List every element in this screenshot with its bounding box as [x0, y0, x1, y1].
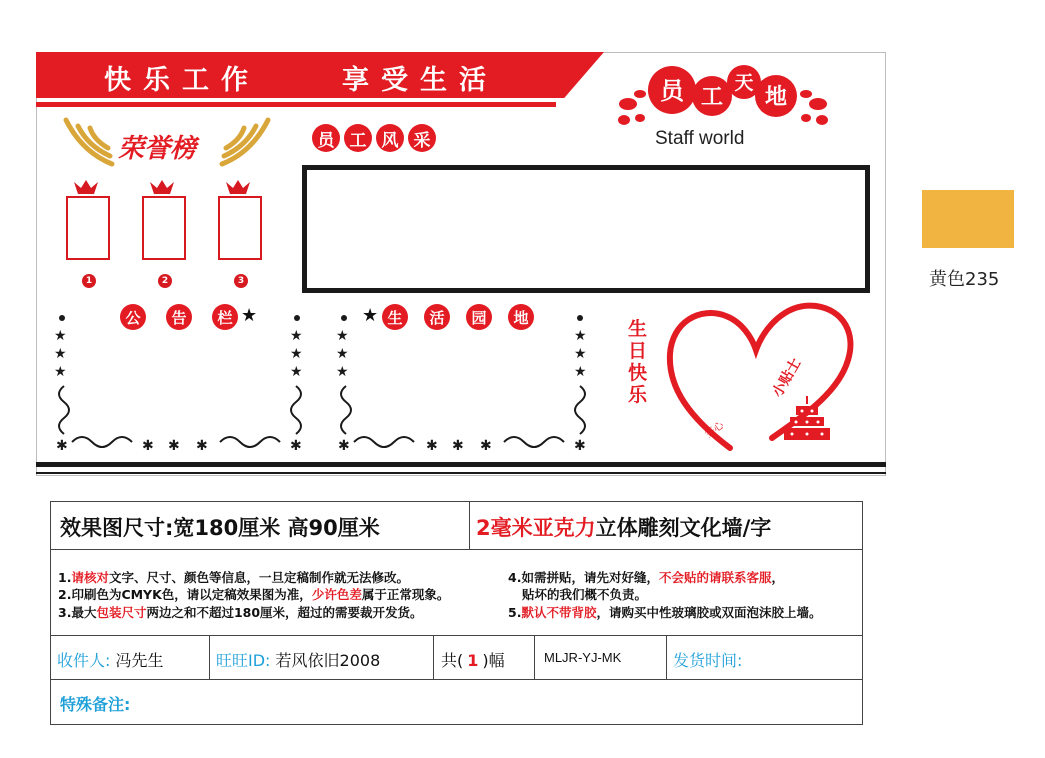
table-divider: [433, 635, 434, 679]
staff-world-subtitle: Staff world: [655, 128, 745, 149]
star-icon: ★: [362, 305, 379, 326]
honor-photo-frame-2: [142, 196, 186, 260]
svg-text:★: ★: [336, 364, 349, 380]
frame-number-3: 3: [234, 274, 248, 288]
honor-title: 荣誉榜: [118, 134, 197, 164]
recipient-value: 冯先生: [115, 651, 164, 670]
crown-icon: [150, 180, 174, 194]
frame-number-2: 2: [158, 274, 172, 288]
note-1: 1.请核对文字、尺寸、颜色等信息，一旦定稿制作就无法修改。: [58, 570, 409, 585]
life-garden-ornament-frame: [332, 310, 594, 462]
svg-text:★: ★: [290, 364, 303, 380]
crown-icons: [72, 178, 272, 196]
table-divider: [50, 635, 863, 636]
notice-title-char: 栏: [212, 304, 238, 330]
svg-text:★: ★: [290, 346, 303, 362]
svg-text:★: ★: [54, 328, 67, 344]
svg-text:✱: ✱: [338, 438, 350, 454]
notice-board-ornament-frame: [50, 310, 310, 462]
style-title-char: 员: [312, 124, 340, 152]
svg-text:★: ★: [574, 328, 587, 344]
size-spec: 效果图尺寸:宽180厘米 高90厘米: [60, 516, 380, 540]
special-remark-label: 特殊备注:: [60, 695, 131, 714]
note-3: 3.最大包装尺寸两边之和不超过180厘米，超过的需要裁开发货。: [58, 605, 423, 620]
heart-label: 小贴士: [769, 355, 805, 400]
banner-underline: [36, 102, 556, 107]
staff-world-decoration: [610, 62, 840, 132]
recipient-field: [57, 648, 164, 671]
style-title-char: 工: [344, 124, 372, 152]
frame-number-1: 1: [82, 274, 96, 288]
product-code: MLJR-YJ-MK: [544, 650, 622, 665]
color-swatch: [922, 190, 1014, 248]
table-divider: [50, 549, 863, 550]
recipient-label: 收件人:: [57, 651, 111, 670]
table-divider: [50, 679, 863, 680]
svg-text:★: ★: [336, 346, 349, 362]
board-bottom-rule: [36, 462, 886, 467]
staff-title-char-2: 工: [700, 85, 724, 110]
table-divider: [469, 501, 470, 549]
ship-time-label: 发货时间:: [673, 651, 743, 670]
staff-title-char-4: 地: [764, 85, 788, 110]
color-swatch-label: 黄色235: [929, 269, 1000, 290]
staff-style-title: [312, 124, 436, 152]
notice-title-char: 公: [120, 304, 146, 330]
panel-count-value: 1: [467, 651, 479, 670]
material-spec-rest: 立体雕刻文化墙/字: [595, 516, 772, 540]
birthday-text: 生日快乐: [628, 318, 648, 406]
wangwang-field: [216, 648, 380, 671]
panel-count-field: 共( 1 )幅: [441, 651, 505, 670]
life-title-char: 园: [466, 304, 492, 330]
svg-text:✱: ✱: [142, 438, 154, 454]
svg-text:✱: ✱: [168, 438, 180, 454]
staff-title-char-3: 天: [734, 72, 754, 94]
style-title-char: 采: [408, 124, 436, 152]
wangwang-label: 旺旺ID:: [216, 651, 271, 670]
staff-style-display-box: [302, 165, 870, 293]
svg-text:✱: ✱: [56, 438, 68, 454]
table-divider: [666, 635, 667, 679]
note-4-line-2: 贴坏的我们概不负责。: [522, 587, 648, 602]
crown-icon: [74, 180, 98, 194]
svg-text:✱: ✱: [480, 438, 492, 454]
note-5: 5.默认不带背胶，请购买中性玻璃胶或双面泡沫胶上墙。: [508, 605, 822, 620]
heart-small-label: 签心: [703, 419, 727, 441]
wangwang-value: 若风依旧2008: [275, 651, 381, 670]
table-divider: [209, 635, 210, 679]
svg-text:✱: ✱: [574, 438, 586, 454]
svg-text:✱: ✱: [290, 438, 302, 454]
crown-icon: [226, 180, 250, 194]
life-title-char: 活: [424, 304, 450, 330]
notice-title-char: 告: [166, 304, 192, 330]
note-4: 4.如需拼贴，请先对好缝，不会贴的请联系客服，: [508, 570, 784, 585]
staff-title-char-1: 员: [660, 77, 684, 105]
svg-text:✱: ✱: [196, 438, 208, 454]
honor-photo-frame-1: [66, 196, 110, 260]
svg-text:★: ★: [574, 364, 587, 380]
svg-text:✱: ✱: [426, 438, 438, 454]
material-spec-highlight: 2毫米亚克力: [476, 516, 596, 540]
slogan-right: 享受生活: [342, 65, 498, 96]
material-spec: [476, 512, 771, 542]
svg-text:★: ★: [336, 328, 349, 344]
style-title-char: 风: [376, 124, 404, 152]
svg-text:★: ★: [54, 346, 67, 362]
slogan-left: 快乐工作: [104, 65, 260, 96]
svg-text:★: ★: [290, 328, 303, 344]
note-2: 2.印刷色为CMYK色，请以定稿效果图为准，少许色差属于正常现象。: [58, 587, 450, 602]
svg-text:★: ★: [54, 364, 67, 380]
svg-text:★: ★: [574, 346, 587, 362]
svg-text:✱: ✱: [452, 438, 464, 454]
life-title-char: 生: [382, 304, 408, 330]
honor-photo-frame-3: [218, 196, 262, 260]
star-icon: ★: [241, 305, 258, 326]
cake-icon: [782, 396, 832, 444]
life-title-char: 地: [508, 304, 534, 330]
board-bottom-rule-thin: [36, 472, 886, 474]
table-divider: [534, 635, 535, 679]
